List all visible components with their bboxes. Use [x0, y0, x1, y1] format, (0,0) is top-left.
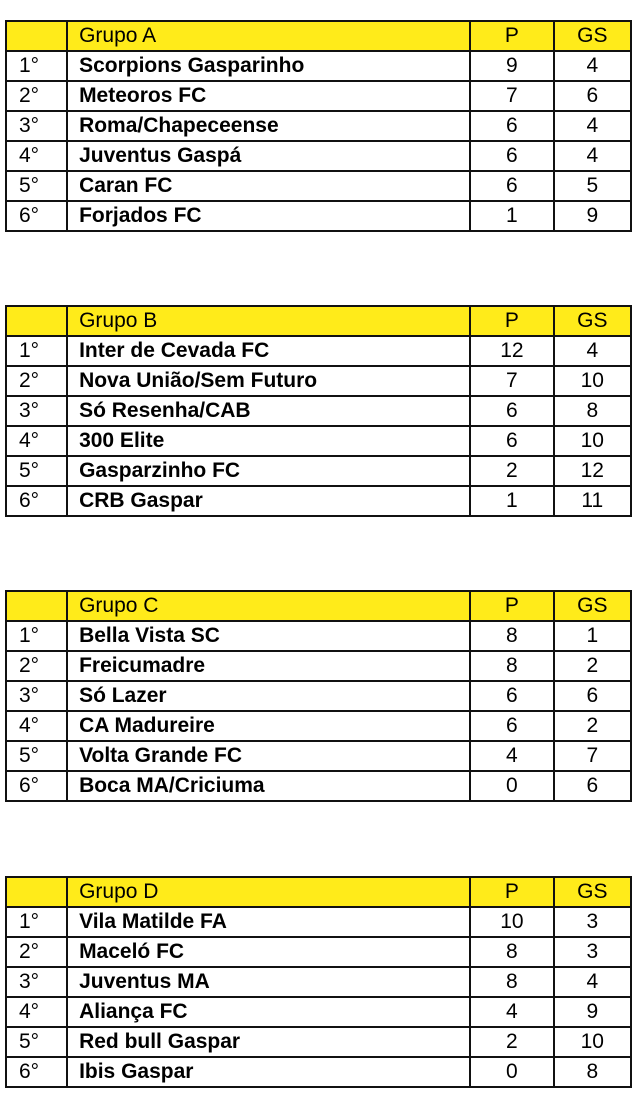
group-title: Grupo A — [67, 21, 470, 51]
table-row — [6, 51, 631, 81]
team-name-cell: Caran FC — [67, 171, 470, 201]
position-cell: 3° — [6, 681, 67, 711]
table-row — [6, 111, 631, 141]
points-cell: 6 — [470, 681, 553, 711]
table-row — [6, 937, 631, 967]
position-cell: 1° — [6, 907, 67, 937]
goals-cell: 4 — [554, 51, 631, 81]
group-title: Grupo D — [67, 877, 470, 907]
position-cell: 2° — [6, 937, 67, 967]
position-cell: 6° — [6, 1057, 67, 1087]
table-header-row — [6, 877, 631, 907]
points-header: P — [470, 877, 553, 907]
team-name-cell: CA Madureire — [67, 711, 470, 741]
goals-cell: 8 — [554, 1057, 631, 1087]
goals-cell: 4 — [554, 141, 631, 171]
goals-cell: 10 — [554, 366, 631, 396]
table-row — [6, 141, 631, 171]
points-cell: 6 — [470, 141, 553, 171]
table-row — [6, 486, 631, 516]
table-header-row — [6, 21, 631, 51]
position-cell: 2° — [6, 366, 67, 396]
points-cell: 8 — [470, 651, 553, 681]
goals-cell: 1 — [554, 621, 631, 651]
team-name-cell: Nova União/Sem Futuro — [67, 366, 470, 396]
table-row — [6, 771, 631, 801]
position-cell: 2° — [6, 81, 67, 111]
position-cell: 4° — [6, 997, 67, 1027]
goals-cell: 2 — [554, 711, 631, 741]
table-row — [6, 1057, 631, 1087]
goals-cell: 6 — [554, 81, 631, 111]
goals-header: GS — [554, 306, 631, 336]
table-row — [6, 1027, 631, 1057]
points-header: P — [470, 21, 553, 51]
team-name-cell: Maceló FC — [67, 937, 470, 967]
position-cell: 5° — [6, 741, 67, 771]
table-row — [6, 907, 631, 937]
goals-cell: 12 — [554, 456, 631, 486]
group-table-a — [5, 20, 632, 232]
goals-cell: 4 — [554, 111, 631, 141]
header-blank-cell — [6, 877, 67, 907]
team-name-cell: Forjados FC — [67, 201, 470, 231]
points-cell: 7 — [470, 81, 553, 111]
header-blank-cell — [6, 21, 67, 51]
team-name-cell: Volta Grande FC — [67, 741, 470, 771]
position-cell: 6° — [6, 201, 67, 231]
points-cell: 6 — [470, 171, 553, 201]
team-name-cell: Juventus MA — [67, 967, 470, 997]
table-row — [6, 366, 631, 396]
goals-cell: 11 — [554, 486, 631, 516]
points-cell: 6 — [470, 111, 553, 141]
team-name-cell: Gasparzinho FC — [67, 456, 470, 486]
position-cell: 3° — [6, 111, 67, 141]
table-row — [6, 81, 631, 111]
team-name-cell: Boca MA/Criciuma — [67, 771, 470, 801]
position-cell: 4° — [6, 141, 67, 171]
goals-header: GS — [554, 591, 631, 621]
team-name-cell: Ibis Gaspar — [67, 1057, 470, 1087]
goals-cell: 4 — [554, 967, 631, 997]
table-row — [6, 456, 631, 486]
goals-cell: 3 — [554, 907, 631, 937]
table-row — [6, 336, 631, 366]
points-cell: 6 — [470, 711, 553, 741]
goals-cell: 6 — [554, 771, 631, 801]
points-cell: 7 — [470, 366, 553, 396]
points-cell: 2 — [470, 1027, 553, 1057]
group-title: Grupo C — [67, 591, 470, 621]
position-cell: 4° — [6, 426, 67, 456]
table-row — [6, 997, 631, 1027]
position-cell: 5° — [6, 456, 67, 486]
table-row — [6, 711, 631, 741]
team-name-cell: Só Lazer — [67, 681, 470, 711]
table-row — [6, 396, 631, 426]
points-cell: 0 — [470, 1057, 553, 1087]
points-cell: 1 — [470, 486, 553, 516]
points-cell: 8 — [470, 967, 553, 997]
points-cell: 8 — [470, 621, 553, 651]
points-cell: 4 — [470, 997, 553, 1027]
table-row — [6, 171, 631, 201]
table-row — [6, 741, 631, 771]
points-cell: 0 — [470, 771, 553, 801]
table-row — [6, 426, 631, 456]
goals-cell: 10 — [554, 426, 631, 456]
table-row — [6, 651, 631, 681]
team-name-cell: Freicumadre — [67, 651, 470, 681]
goals-cell: 6 — [554, 681, 631, 711]
goals-cell: 7 — [554, 741, 631, 771]
points-cell: 6 — [470, 396, 553, 426]
points-header: P — [470, 306, 553, 336]
points-cell: 1 — [470, 201, 553, 231]
header-blank-cell — [6, 306, 67, 336]
position-cell: 6° — [6, 486, 67, 516]
goals-header: GS — [554, 21, 631, 51]
position-cell: 3° — [6, 396, 67, 426]
goals-cell: 5 — [554, 171, 631, 201]
group-table-c — [5, 590, 632, 802]
goals-cell: 3 — [554, 937, 631, 967]
position-cell: 1° — [6, 621, 67, 651]
team-name-cell: Roma/Chapeceense — [67, 111, 470, 141]
team-name-cell: Bella Vista SC — [67, 621, 470, 651]
group-table-d — [5, 876, 632, 1088]
position-cell: 3° — [6, 967, 67, 997]
table-header-row — [6, 306, 631, 336]
goals-header: GS — [554, 877, 631, 907]
goals-cell: 9 — [554, 997, 631, 1027]
position-cell: 5° — [6, 1027, 67, 1057]
table-row — [6, 201, 631, 231]
team-name-cell: CRB Gaspar — [67, 486, 470, 516]
team-name-cell: Vila Matilde FA — [67, 907, 470, 937]
goals-cell: 8 — [554, 396, 631, 426]
position-cell: 6° — [6, 771, 67, 801]
points-cell: 12 — [470, 336, 553, 366]
team-name-cell: Red bull Gaspar — [67, 1027, 470, 1057]
position-cell: 5° — [6, 171, 67, 201]
points-cell: 4 — [470, 741, 553, 771]
goals-cell: 9 — [554, 201, 631, 231]
table-row — [6, 681, 631, 711]
goals-cell: 10 — [554, 1027, 631, 1057]
points-header: P — [470, 591, 553, 621]
goals-cell: 2 — [554, 651, 631, 681]
points-cell: 2 — [470, 456, 553, 486]
header-blank-cell — [6, 591, 67, 621]
points-cell: 9 — [470, 51, 553, 81]
group-title: Grupo B — [67, 306, 470, 336]
position-cell: 2° — [6, 651, 67, 681]
points-cell: 8 — [470, 937, 553, 967]
table-header-row — [6, 591, 631, 621]
table-row — [6, 621, 631, 651]
goals-cell: 4 — [554, 336, 631, 366]
team-name-cell: Meteoros FC — [67, 81, 470, 111]
team-name-cell: 300 Elite — [67, 426, 470, 456]
team-name-cell: Só Resenha/CAB — [67, 396, 470, 426]
team-name-cell: Aliança FC — [67, 997, 470, 1027]
points-cell: 10 — [470, 907, 553, 937]
position-cell: 4° — [6, 711, 67, 741]
position-cell: 1° — [6, 51, 67, 81]
table-row — [6, 967, 631, 997]
team-name-cell: Juventus Gaspá — [67, 141, 470, 171]
team-name-cell: Inter de Cevada FC — [67, 336, 470, 366]
position-cell: 1° — [6, 336, 67, 366]
points-cell: 6 — [470, 426, 553, 456]
group-table-b — [5, 305, 632, 517]
team-name-cell: Scorpions Gasparinho — [67, 51, 470, 81]
